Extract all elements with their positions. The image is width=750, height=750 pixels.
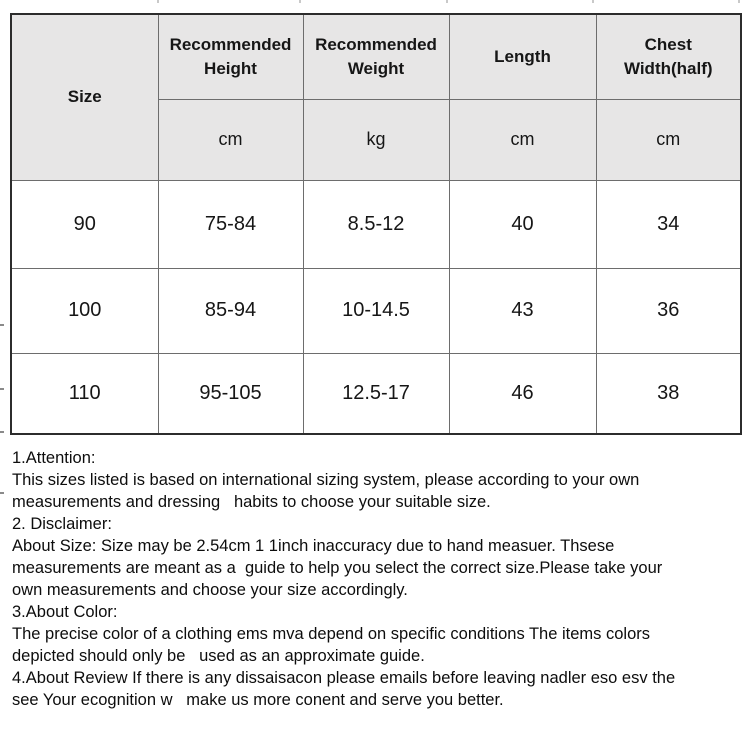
unit-cell-length: cm — [449, 99, 596, 180]
note-line: measurements and dressing habits to choose your suitable size. — [12, 493, 491, 511]
crop-artifact-left — [0, 431, 4, 433]
note-about-color-heading: 3.About Color: — [12, 603, 118, 621]
unit-cell-weight: kg — [303, 99, 449, 180]
note-line: depicted should only be used as an approximate guide. — [12, 647, 425, 665]
crop-artifact-top — [592, 0, 594, 3]
cell-height: 95-105 — [158, 353, 303, 434]
cell-length: 40 — [449, 180, 596, 268]
table-row — [11, 353, 741, 434]
cell-height: 75-84 — [158, 180, 303, 268]
cell-length: 46 — [449, 353, 596, 434]
crop-artifact-left — [0, 324, 4, 326]
note-line: see Your ecognition w make us more conent and serve you better. — [12, 691, 504, 709]
note-line: The precise color of a clothing ems mva depend on specific conditions The items colors — [12, 625, 651, 643]
crop-artifact-left — [0, 388, 4, 390]
crop-artifact-left — [0, 492, 4, 494]
column-header-recommended-weight: Recommended Weight — [303, 14, 449, 99]
size-table — [10, 13, 742, 435]
column-header-length: Length — [449, 14, 596, 99]
crop-artifact-top — [738, 0, 740, 3]
note-line: About Size: Size may be 2.54cm 1 1inch inaccuracy due to hand measuer. Thsese — [12, 537, 615, 555]
note-disclaimer-heading: 2. Disclaimer: — [12, 515, 112, 533]
crop-artifact-top — [446, 0, 448, 3]
cell-length: 43 — [449, 268, 596, 353]
cell-size: 90 — [11, 180, 158, 268]
unit-cell-chest: cm — [596, 99, 741, 180]
unit-cell-height: cm — [158, 99, 303, 180]
crop-artifact-top — [299, 0, 301, 3]
crop-artifact-top — [157, 0, 159, 3]
note-line: measurements are meant as a guide to help you select the correct size.Please take your — [12, 559, 663, 577]
note-line: own measurements and choose your size accordingly. — [12, 581, 408, 599]
cell-weight: 12.5-17 — [303, 353, 449, 434]
sizing-notes — [12, 447, 748, 711]
note-attention-heading: 1.Attention: — [12, 449, 96, 467]
note-about-review-line: 4.About Review If there is any dissaisacon please emails before leaving nadler eso esv the — [12, 669, 676, 687]
cell-chest: 34 — [596, 180, 741, 268]
table-row — [11, 268, 741, 353]
cell-chest: 36 — [596, 268, 741, 353]
cell-chest: 38 — [596, 353, 741, 434]
column-header-chest-width: Chest Width(half) — [596, 14, 741, 99]
cell-weight: 10-14.5 — [303, 268, 449, 353]
size-column-header: Size — [11, 14, 158, 180]
column-header-recommended-height: Recommended Height — [158, 14, 303, 99]
cell-size: 100 — [11, 268, 158, 353]
cell-weight: 8.5-12 — [303, 180, 449, 268]
cell-height: 85-94 — [158, 268, 303, 353]
note-line: This sizes listed is based on international sizing system, please according to your own — [12, 471, 640, 489]
cell-size: 110 — [11, 353, 158, 434]
table-row — [11, 180, 741, 268]
